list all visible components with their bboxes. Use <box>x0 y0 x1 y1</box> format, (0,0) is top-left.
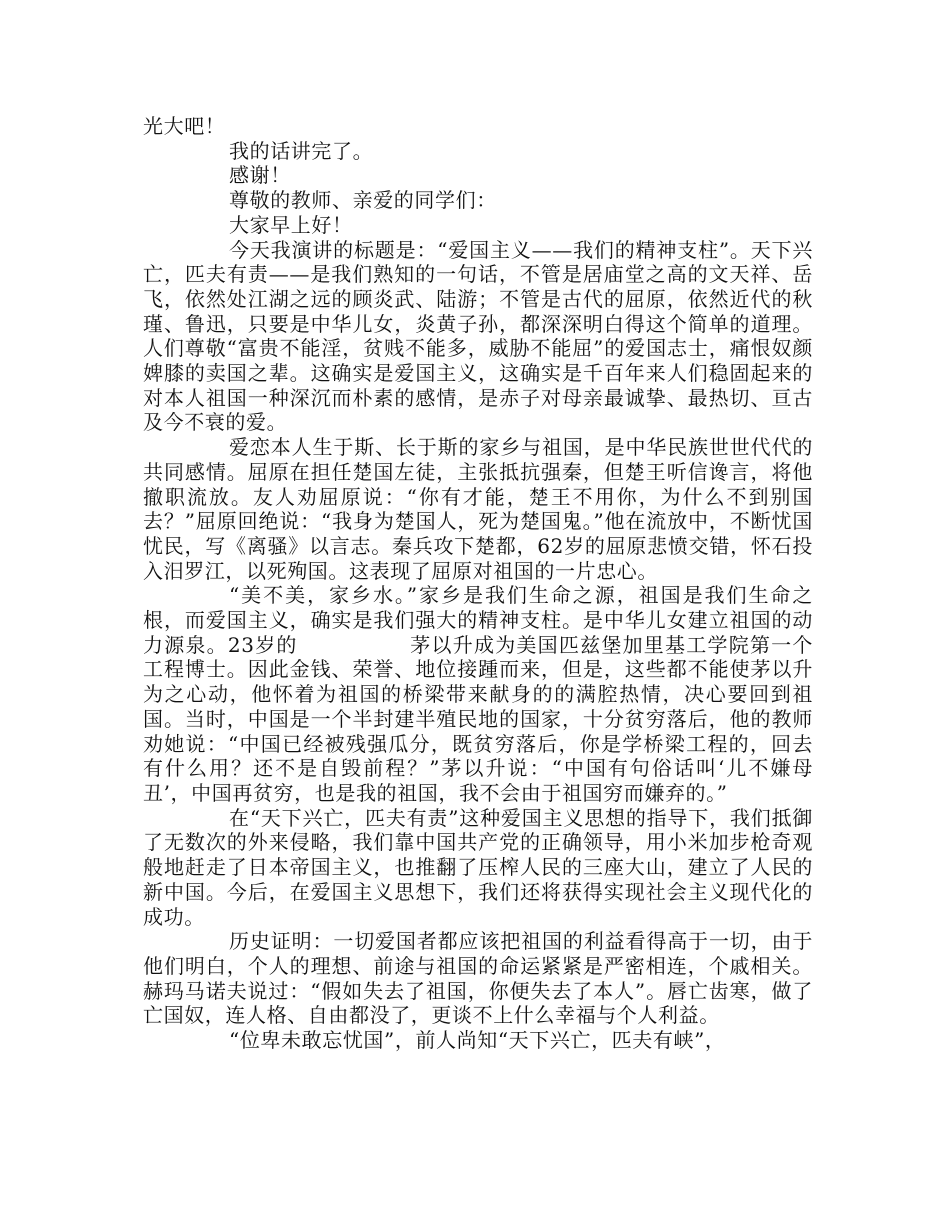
paragraph-final: “位卑未敢忘忧国”，前人尚知“天下兴亡，匹夫有峡”， <box>229 1028 726 1053</box>
document-body <box>143 114 813 1053</box>
paragraph-speech-end: 我的话讲完了。 <box>229 138 374 163</box>
paragraph-salutation: 尊敬的教师、亲爱的同学们： <box>229 188 497 213</box>
paragraph-thanks: 感谢！ <box>229 163 291 188</box>
paragraph-maoyisheng-part2: 茅以升成为美国匹兹堡加里基工学院第一个工程博士。因此金钱、荣誉、地位接踵而来，但是，这些都不能使茅以升为之心动，他怀着为祖国的桥梁带来献身的的满腔热情，决心要回到祖国。当时，中国是一个半封建半殖民地的国家，十分贫穷落后，他的教师劝她说：“中国已经被残强瓜分，既贫穷落后，你是学桥梁工程的，回去有什么用？还不是自毁前程？”茅以升说：“中国有句俗话叫‘儿不嫌母丑’，中国再贫穷，也是我的祖国，我不会由于祖国穷而嫌弃的。” <box>143 632 813 805</box>
paragraph-quyuan: 爱恋本人生于斯、长于斯的家乡与祖国，是中华民族世世代代的共同感情。屈原在担任楚国左徒，主张抵抗强秦，但楚王听信谗言，将他撤职流放。友人劝屈原说：“你有才能，楚王不用你，为什么不到别国去？”屈原回绝说：“我身为楚国人，死为楚国鬼。”他在流放中，不断忧国忧民，写《离骚》以言志。秦兵攻下楚都，62岁的屈原悲愤交错，怀石投入汨罗江，以死殉国。这表现了屈原对祖国的一片忠心。 <box>143 435 813 583</box>
paragraph-patriotism-guidance: 在“天下兴亡，匹夫有责”这种爱国主义思想的指导下，我们抵御了无数次的外来侵略，我们靠中国共产党的正确领导，用小米加步枪奇观般地赶走了日本帝国主义，也推翻了压榨人民的三座大山，建立了人民的新中国。今后，在爱国主义思想下，我们还将获得实现社会主义现代化的成功。 <box>143 805 813 929</box>
paragraph-maoyisheng <box>143 583 813 805</box>
paragraph-greeting: 大家早上好！ <box>229 212 353 237</box>
paragraph-maoyisheng-part1: “美不美，家乡水。”家乡是我们生命之源，祖国是我们生命之根，而爱国主义，确实是我们强大的精神支柱。是中华儿女建立祖国的动力源泉。23岁的 <box>143 583 813 657</box>
paragraph-closing: 光大吧！ <box>143 114 226 138</box>
paragraph-intro: 今天我演讲的标题是：“爱国主义——我们的精神支柱”。天下兴亡，匹夫有责——是我们熟知的一句话，不管是居庙堂之高的文天祥、岳飞，依然处江湖之远的顾炎武、陆游；不管是古代的屈原，依然近代的秋瑾、鲁迅，只要是中华儿女，炎黄子孙，都深深明白得这个简单的道理。人们尊敬“富贵不能淫，贫贱不能多，威胁不能屈”的爱国志士，痛恨奴颜婢膝的卖国之辈。这确实是爱国主义，这确实是千百年来人们稳固起来的对本人祖国一种深沉而朴素的感情，是赤子对母亲最诚挚、最热切、亘古及今不衰的爱。 <box>143 237 813 435</box>
paragraph-history: 历史证明：一切爱国者都应该把祖国的利益看得高于一切，由于他们明白，个人的理想、前途与祖国的命运紧紧是严密相连，个戚相关。赫玛马诺夫说过：“假如失去了祖国，你便失去了本人”。唇亡齿寒，做了亡国奴，连人格、自由都没了，更谈不上什么幸福与个人利益。 <box>143 929 813 1028</box>
